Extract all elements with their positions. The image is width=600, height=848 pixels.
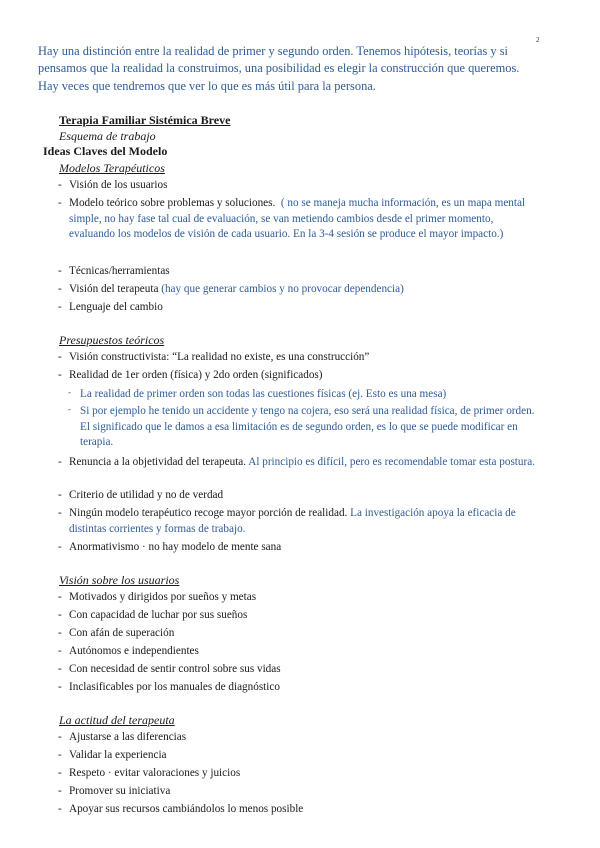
list-item-text: Técnicas/herramientas bbox=[69, 265, 170, 277]
bullet-dash: - bbox=[58, 541, 62, 553]
list-item-text: Lenguaje del cambio bbox=[69, 301, 163, 313]
list-item-text: Con capacidad de luchar por sus sueños bbox=[69, 609, 248, 621]
bullet-dash: - bbox=[58, 627, 62, 639]
list-item-text: Con afán de superación bbox=[69, 627, 175, 639]
bullet-dash: - bbox=[58, 197, 62, 209]
item-note: (hay que generar cambios y no provocar dependencia) bbox=[161, 283, 404, 295]
sub-list-item-text: Si por ejemplo he tenido un accidente y tengo na cojera, eso será una realidad física, de primer orden. El significado que le damos a esa limitación es de segundo orden, es lo que se puede modificar en terapia. bbox=[80, 405, 535, 449]
section-heading-vision: Visión sobre los usuarios bbox=[59, 573, 180, 587]
list-item-text: Visión de los usuarios bbox=[69, 179, 168, 191]
list-item-text: Con necesidad de sentir control sobre sus vidas bbox=[69, 663, 281, 675]
list-item-text bbox=[69, 455, 538, 471]
bullet-dash: - bbox=[58, 489, 62, 501]
list-item bbox=[58, 178, 538, 194]
list-item bbox=[58, 802, 538, 818]
bullet-dash: - bbox=[58, 785, 62, 797]
bullet-dash: - bbox=[58, 803, 62, 815]
bullet-dash: - bbox=[58, 591, 62, 603]
list-item bbox=[58, 282, 538, 298]
list-item bbox=[58, 455, 538, 471]
list-item bbox=[58, 784, 538, 800]
item-main-text: Visión del terapeuta bbox=[69, 283, 159, 295]
bullet-dash: - bbox=[58, 645, 62, 657]
section-heading-actitud: La actitud del terapeuta bbox=[59, 713, 175, 727]
list-item bbox=[58, 608, 538, 624]
list-item-text: Promover su iniciativa bbox=[69, 785, 171, 797]
bullet-dash: - bbox=[58, 179, 62, 191]
bullet-dash: - bbox=[58, 731, 62, 743]
document-title: Terapia Familiar Sistémica Breve bbox=[59, 113, 231, 127]
section-heading-presupuestos: Presupuestos teóricos bbox=[59, 333, 165, 347]
section-heading-modelos: Modelos Terapéuticos bbox=[59, 161, 165, 175]
list-item bbox=[58, 662, 538, 678]
list-item bbox=[58, 590, 538, 606]
list-item-text: Ajustarse a las diferencias bbox=[69, 731, 187, 743]
list-item-text bbox=[69, 196, 538, 243]
list-item-text: Validar la experiencia bbox=[69, 749, 167, 761]
sub-list-item bbox=[68, 387, 538, 403]
bullet-dash: - bbox=[68, 404, 71, 414]
item-main-text: Ningún modelo terapéutico recoge mayor porción de realidad. bbox=[69, 507, 348, 519]
bullet-dash: - bbox=[58, 663, 62, 675]
list-item-text: Criterio de utilidad y no de verdad bbox=[69, 489, 224, 501]
list-item-text: Autónomos e independientes bbox=[69, 645, 199, 657]
list-item bbox=[58, 350, 538, 366]
list-item-text: Motivados y dirigidos por sueños y metas bbox=[69, 591, 257, 603]
ideas-heading: Ideas Claves del Modelo bbox=[43, 144, 168, 158]
list-item bbox=[58, 368, 538, 384]
bullet-dash: - bbox=[58, 369, 62, 381]
list-item-text: Visión constructivista: “La realidad no existe, es una construcción” bbox=[69, 351, 370, 363]
bullet-dash: - bbox=[58, 456, 62, 468]
list-item-text: Inclasificables por los manuales de diagnóstico bbox=[69, 681, 280, 693]
item-note: Al principio es difícil, pero es recomendable tomar esta postura. bbox=[248, 456, 535, 468]
list-item bbox=[58, 626, 538, 642]
bullet-dash: - bbox=[58, 507, 62, 519]
item-main-text: Renuncia a la objetividad del terapeuta. bbox=[69, 456, 247, 468]
list-item bbox=[58, 748, 538, 764]
item-main-text: Modelo teórico sobre problemas y soluciones. bbox=[69, 197, 276, 209]
list-item bbox=[58, 300, 538, 316]
list-item bbox=[58, 506, 538, 537]
list-item-text: Anormativismo · no hay modelo de mente sana bbox=[69, 541, 282, 553]
list-item bbox=[58, 540, 538, 556]
bullet-dash: - bbox=[58, 609, 62, 621]
bullet-dash: - bbox=[58, 351, 62, 363]
bullet-dash: - bbox=[58, 283, 62, 295]
list-item bbox=[58, 264, 538, 280]
sub-list-item bbox=[68, 404, 538, 451]
list-item-text bbox=[69, 506, 538, 537]
list-item-text: Respeto · evitar valoraciones y juicios bbox=[69, 767, 241, 779]
page-number: 2 bbox=[536, 36, 540, 44]
list-item bbox=[58, 196, 538, 243]
bullet-dash: - bbox=[58, 767, 62, 779]
item-note: La investigación apoya la eficacia de distintas corrientes y formas de trabajo. bbox=[69, 507, 516, 535]
document-subtitle: Esquema de trabajo bbox=[59, 129, 156, 143]
list-item-text: Apoyar sus recursos cambiándolos lo menos posible bbox=[69, 803, 304, 815]
list-item bbox=[58, 766, 538, 782]
bullet-dash: - bbox=[58, 749, 62, 761]
list-item bbox=[58, 730, 538, 746]
list-item bbox=[58, 680, 538, 696]
list-item bbox=[58, 488, 538, 504]
bullet-dash: - bbox=[58, 301, 62, 313]
intro-paragraph: Hay una distinción entre la realidad de primer y segundo orden. Tenemos hipótesis, teorías y si pensamos que la realidad la construimos, una posibilidad es elegir la construcción que queremos. Hay veces que tendremos que ver lo que es más útil para la persona. bbox=[38, 44, 520, 93]
list-item-text: Realidad de 1er orden (física) y 2do orden (significados) bbox=[69, 369, 323, 381]
list-item-text bbox=[69, 282, 538, 298]
item-note: ( no se maneja mucha información, es un mapa mental simple, no hay fase tal cual de evaluación, se van metiendo cambios desde el primer momento, evaluando los modelos de visión de cada usuario. En la 3-4 sesión se produce el mayor impacto.) bbox=[69, 197, 526, 241]
sub-list-item-text: La realidad de primer orden son todas las cuestiones físicas (ej. Esto es una mesa) bbox=[80, 388, 447, 400]
bullet-dash: - bbox=[68, 387, 71, 397]
list-item bbox=[58, 644, 538, 660]
bullet-dash: - bbox=[58, 681, 62, 693]
bullet-dash: - bbox=[58, 265, 62, 277]
